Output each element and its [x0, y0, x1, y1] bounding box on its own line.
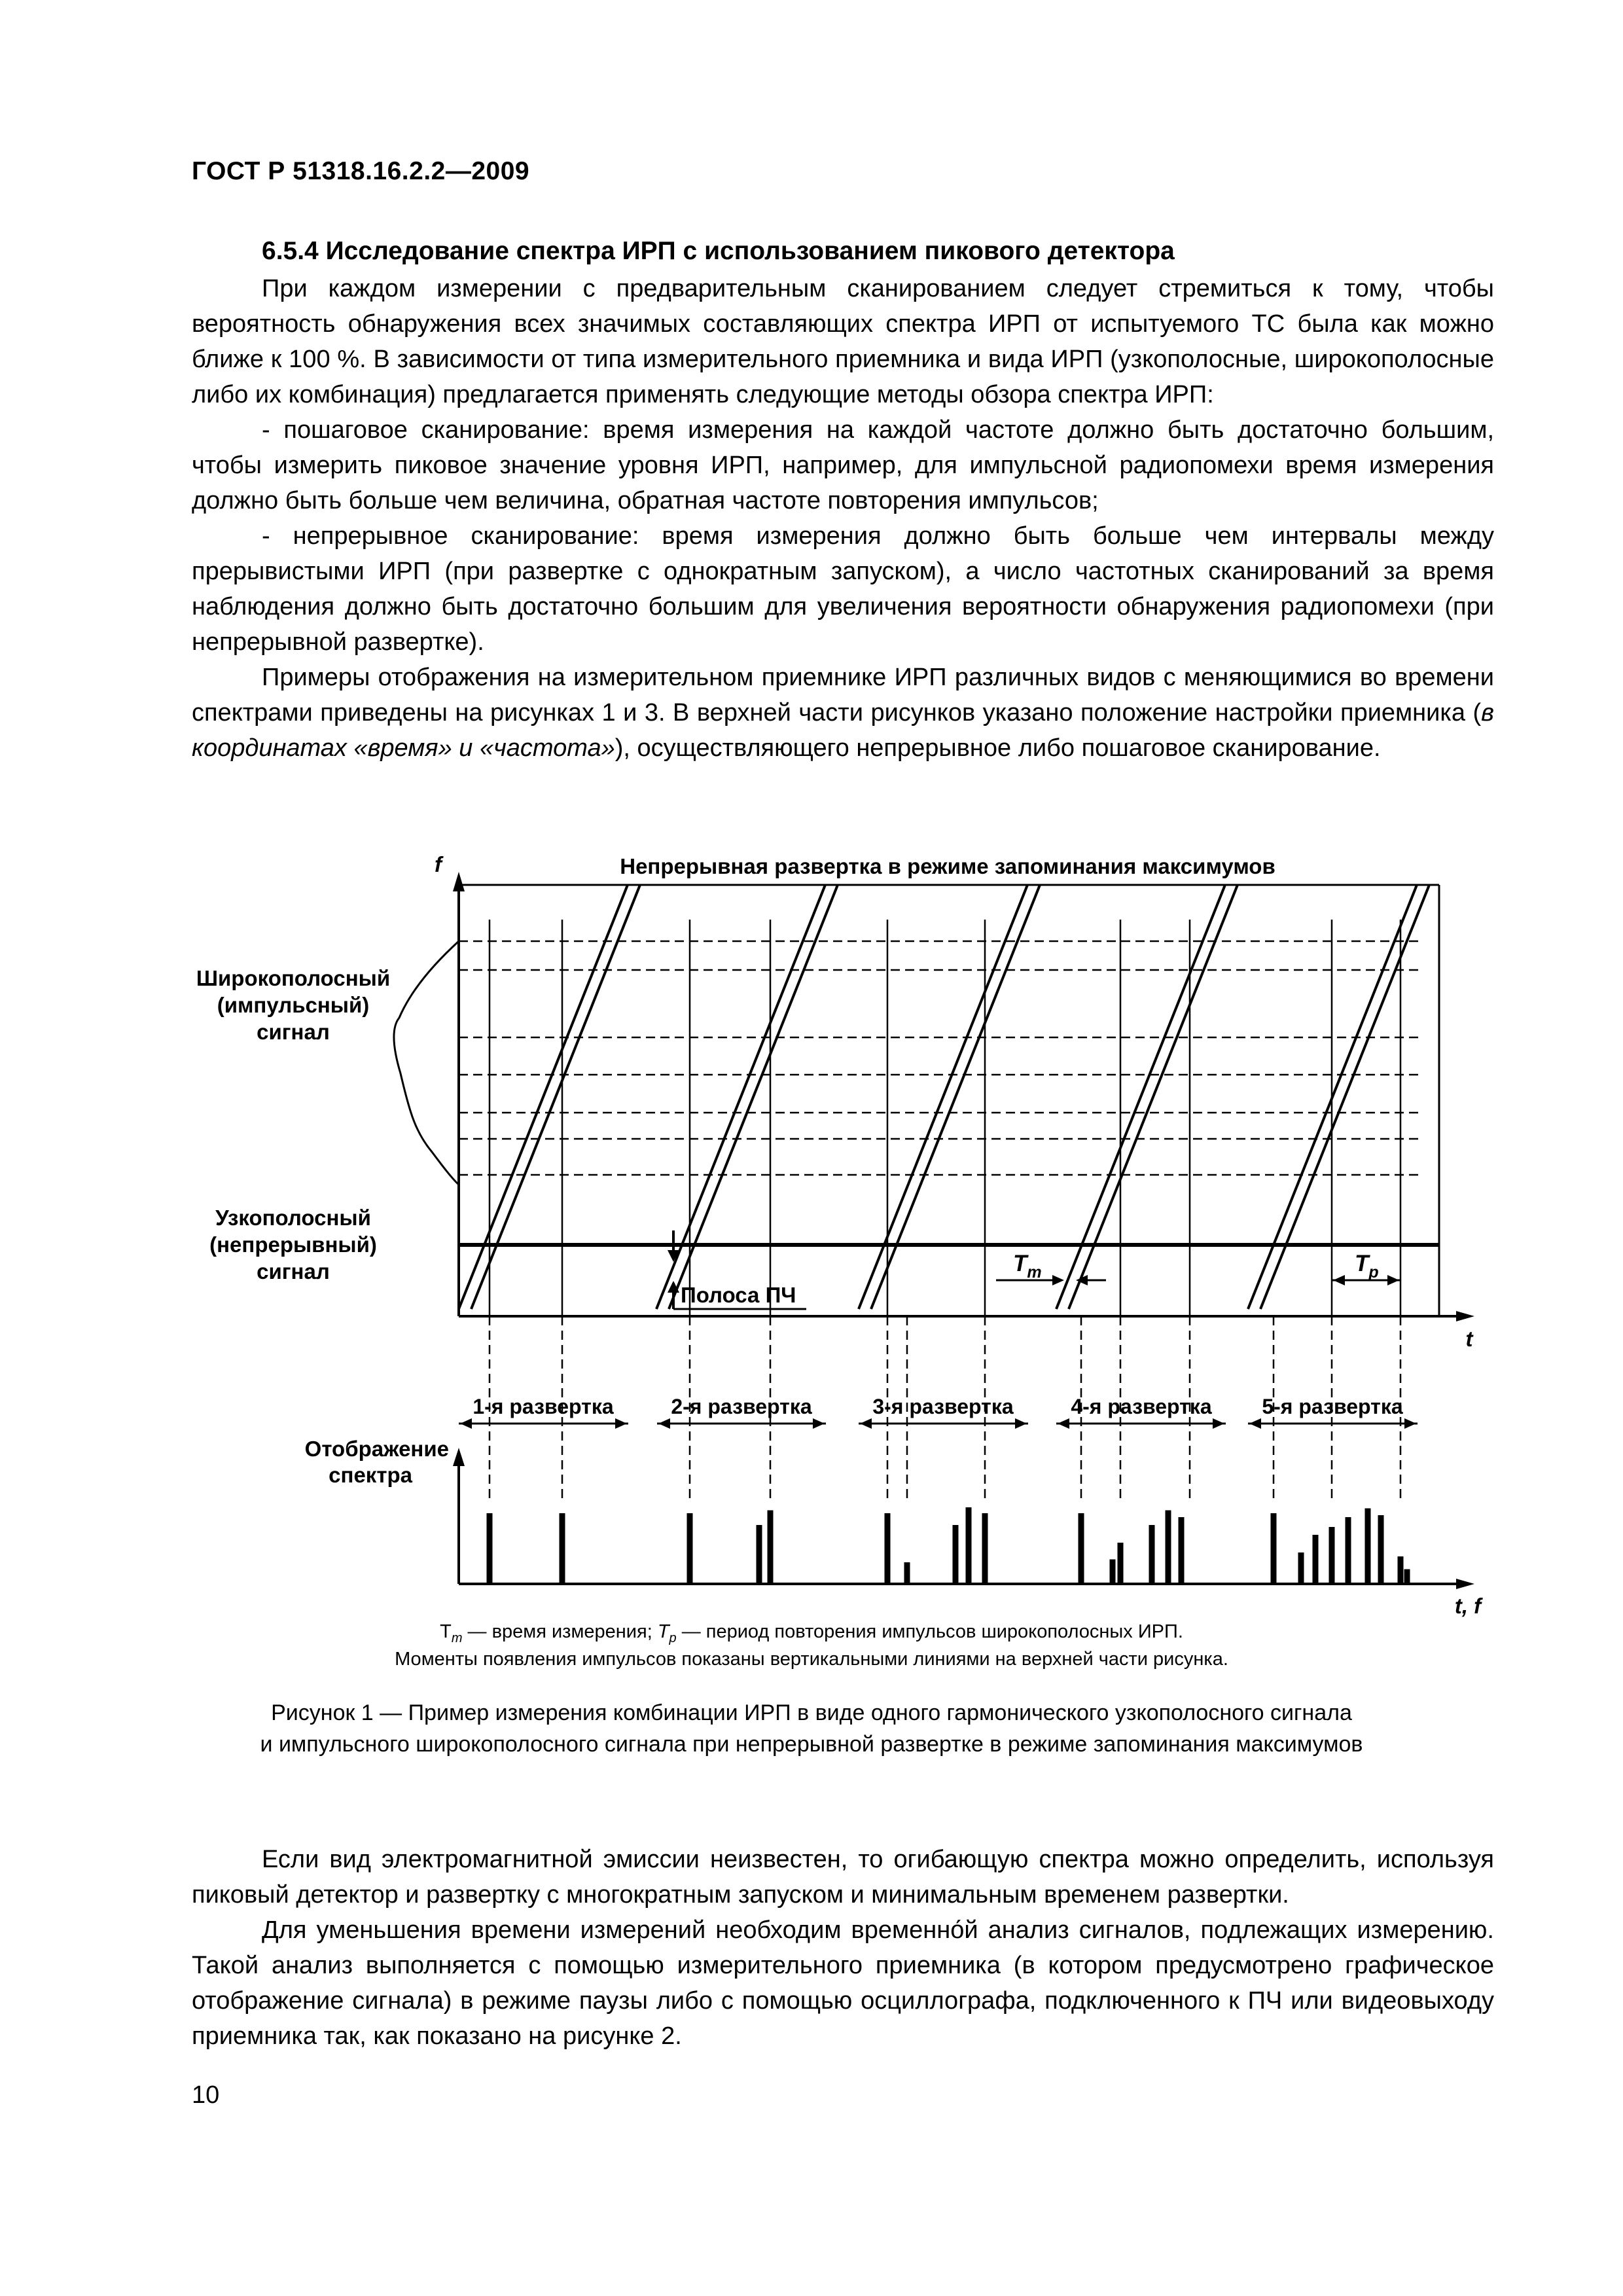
spectrum-bar [1118, 1543, 1124, 1584]
tm-letter: T [1013, 1251, 1027, 1276]
tm-label [1013, 1251, 1042, 1282]
paragraph-time-analysis: Для уменьшения времени измерений необходим временно́й анализ сигналов, подлежащих измерению. Такой анализ выполняется с помощью измерительного приемника (в котором предусмотрено графическое отображение сигнала) в режиме паузы либо с помощью осциллографа, подключенного к ПЧ или видеовыходу приемника так, как показано на рисунке 2. [192, 1916, 1494, 2050]
spectrum-bar [687, 1513, 693, 1584]
if-band-label: Полоса ПЧ [681, 1283, 796, 1307]
spectrum-bar [953, 1525, 959, 1584]
spectrum-bar [885, 1513, 891, 1584]
paragraph-examples-end: ), осуществляющего непрерывное либо пошаговое сканирование. [615, 734, 1381, 762]
sweep-label-1: 1-я развертка [473, 1395, 614, 1418]
figure-title-line-1: Рисунок 1 — Пример измерения комбинации ИРП в виде одного гармонического узкополосного сигнала [271, 1700, 1352, 1725]
spectrum-bar [1329, 1527, 1335, 1584]
narrowband-label-line-1: Узкополосный [215, 1206, 371, 1230]
tp-letter: T [1355, 1251, 1369, 1276]
tf-axis-arrow [1456, 1579, 1474, 1589]
spectrum-bar [768, 1511, 774, 1585]
legend-tm: T [440, 1621, 452, 1642]
page-number: 10 [192, 2081, 220, 2109]
spectrum-bar [1313, 1535, 1319, 1584]
narrowband-label-line-3: сигнал [257, 1259, 330, 1283]
tm-arrow-head [1052, 1275, 1064, 1285]
paragraph-examples-start: Примеры отображения на измерительном приемнике ИРП различных видов с меняющимися во времени спектрами приведены на рисунках 1 и 3. В верхней части рисунков указано положение настройки приемника ( [192, 664, 1494, 726]
display-label-line-2: спектра [329, 1463, 412, 1487]
sweep-label-2: 2-я развертка [671, 1395, 812, 1418]
spectrum-bar [1271, 1513, 1277, 1584]
section-heading: 6.5.4 Исследование спектра ИРП с использованием пикового детектора [262, 237, 1175, 265]
narrowband-label-line-2: (непрерывный) [209, 1232, 377, 1257]
t-axis-label: t [1465, 1327, 1473, 1351]
broadband-envelope-curve [394, 941, 459, 1185]
tf-axis-label: t, f [1454, 1594, 1482, 1618]
spectrum-bar [1149, 1525, 1155, 1584]
spectrum-bar [1079, 1513, 1084, 1584]
spectrum-bar [1378, 1515, 1384, 1584]
display-label-line-1: Отображение [304, 1437, 449, 1461]
paragraph-unknown-emission: Если вид электромагнитной эмиссии неизвестен, то огибающую спектра можно определить, используя пиковый детектор и развертку с многократным запуском и минимальным временем развертки. [192, 1846, 1494, 1909]
f-axis-arrow [453, 872, 465, 891]
display-y-arrow [453, 1448, 465, 1466]
sweep-label-5: 5-я развертка [1262, 1395, 1403, 1418]
paragraph-examples-italic: в координатах «время» и «частота» [192, 699, 1494, 762]
spectrum-bar [560, 1513, 565, 1584]
figure-title-line-2: и импульсного широкополосного сигнала при непрерывной развертке в режиме запоминания максимумов [260, 1732, 1363, 1757]
spectrum-bar [1166, 1511, 1171, 1585]
spectrum-bar [1346, 1517, 1351, 1584]
spectrum-bar [487, 1513, 493, 1584]
broadband-label-line-1: Широкополосный [196, 966, 391, 990]
broadband-label-line-3: сигнал [257, 1020, 330, 1044]
tp-label [1355, 1251, 1379, 1282]
spectrum-bar [1298, 1552, 1304, 1584]
spectrum-bar [757, 1525, 762, 1584]
figure-legend-line-2: Моменты появления импульсов показаны вертикальными линиями на верхней части рисунка. [395, 1649, 1228, 1670]
document-header: ГОСТ Р 51318.16.2.2—2009 [192, 157, 530, 185]
legend-tm-text: — время измерения; [462, 1621, 658, 1642]
pulse-moment-lines [490, 920, 1400, 1316]
tp-arrow-left [1333, 1275, 1345, 1285]
legend-tp-sub: p [669, 1630, 677, 1645]
tp-subscript: p [1368, 1263, 1379, 1282]
legend-tp: T [657, 1621, 669, 1642]
spectrum-bar [982, 1513, 988, 1584]
sweep-label-4: 4-я развертка [1071, 1395, 1212, 1418]
broadband-label-line-2: (импульсный) [217, 993, 370, 1017]
tm-subscript: m [1027, 1263, 1042, 1282]
legend-tm-sub: m [451, 1630, 463, 1645]
spectrum-bar [1110, 1560, 1116, 1585]
spectrum-bars [487, 1507, 1410, 1584]
spectrum-bar [1179, 1517, 1185, 1584]
legend-tp-text: — период повторения импульсов широкополосных ИРП. [676, 1621, 1183, 1642]
paragraph-step-scan: - пошаговое сканирование: время измерения на каждой частоте должно быть достаточно большим, чтобы измерить пиковое значение уровня ИРП, например, для импульсной радиопомехи время измерения должно быть больше чем величина, обратная частоте повторения импульсов; [192, 416, 1494, 514]
spectrum-bar [1365, 1509, 1371, 1585]
spectrum-bar [904, 1562, 910, 1584]
paragraph-continuous-scan: - непрерывное сканирование: время измерения должно быть больше чем интервалы между прерывистыми ИРП (при развертке с однократным запуском), а число частотных сканирований за время наблюдения должно быть достаточно большим для увеличения вероятности обнаружения радиопомехи (при непрерывной развертке). [192, 522, 1494, 656]
spectrum-bar [1404, 1570, 1410, 1585]
sweep-label-3: 3-я развертка [872, 1395, 1014, 1418]
top-panel-title: Непрерывная развертка в режиме запоминания максимумов [620, 854, 1275, 878]
f-axis-label: f [435, 852, 442, 876]
paragraph-scan-probability: При каждом измерении с предварительным сканированием следует стремиться к тому, чтобы вероятность обнаружения всех значимых составляющих спектра ИРП от испытуемого ТС была как можно ближе к 100 %. В зависимости от типа измерительного приемника и вида ИРП (узкополосные, широкополосные либо их комбинация) предлагается применять следующие методы обзора спектра ИРП: [192, 275, 1494, 408]
spectrum-bar [1398, 1556, 1404, 1584]
t-axis-arrow [1456, 1311, 1474, 1321]
tp-arrow-right [1387, 1275, 1399, 1285]
spectrum-bar [966, 1507, 972, 1584]
